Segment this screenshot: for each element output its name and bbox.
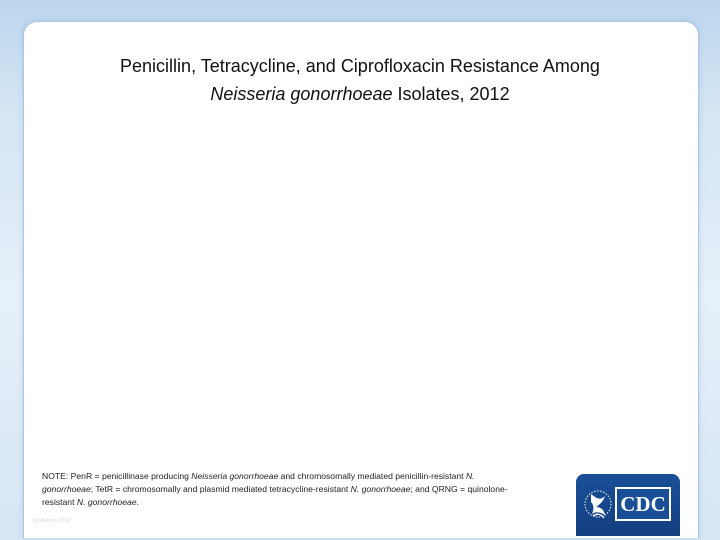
slide-title	[23, 52, 697, 108]
note-italic-1: Neisseria gonorrhoeae	[191, 471, 279, 481]
note-part-5: .	[136, 497, 139, 507]
note-part-3: ; TetR = chromosomally and plasmid mediated tetracycline-resistant	[90, 484, 351, 494]
title-species: Neisseria gonorrhoeae	[210, 84, 393, 104]
title-line-2	[23, 80, 697, 108]
note-part-1: NOTE: PenR = penicillinase producing	[42, 471, 192, 481]
note-part-2: and chromosomally mediated penicillin-resistant	[278, 471, 466, 481]
footer-label: Updated 2013	[33, 518, 71, 524]
footnote	[42, 470, 512, 509]
title-line-1: Penicillin, Tetracycline, and Ciprofloxacin Resistance Among	[120, 56, 600, 76]
note-italic-3: N. gonorrhoeae	[350, 484, 411, 494]
note-part-4: ; and QRNG = quinolone-resistant	[42, 484, 508, 507]
title-line-2-rest: Isolates, 2012	[392, 84, 510, 104]
hhs-eagle-icon	[583, 480, 613, 528]
note-italic-4: N. gonorrhoeae	[76, 497, 137, 507]
note-italic-2: N. gonorrhoeae	[42, 471, 475, 494]
cdc-mark	[614, 486, 672, 522]
cdc-text: CDC	[620, 492, 666, 516]
cdc-logo	[576, 474, 680, 536]
